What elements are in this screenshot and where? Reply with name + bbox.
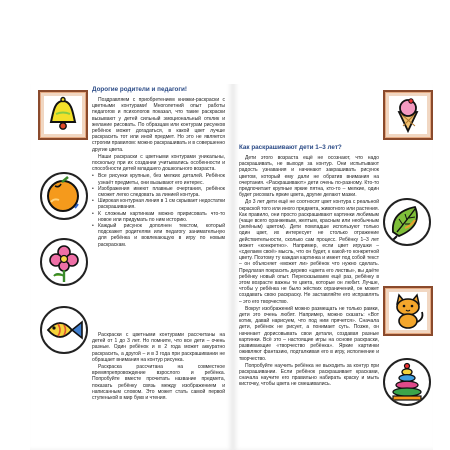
list-item: • К сложным картинкам можно пририсовать что-то новое или придумать по ним историю. (92, 211, 225, 223)
feature-list (92, 173, 225, 247)
leaf-image (385, 200, 429, 244)
left-page (30, 64, 234, 450)
kitten-picture-frame (383, 286, 433, 336)
paragraph: Поздравляем с приобретением книжки-раскраски с цветными контурами! Многолетний опыт работы педагогов и психологов показал, что такие раскраски вызывают у детей сильный эмоциональный отклик и желание рисовать. По образцам или контурам рисунков ребёнок может догадаться, в какой цвет лучше раскрасить тот или иной предмет. Но это не является строгим правилом: можно раскрашивать и в совершенно другие цвета. (92, 97, 225, 153)
ice-cream-picture-frame (383, 90, 433, 140)
right-text (239, 155, 379, 389)
right-page-title: Как раскрашивают дети 1–3 лет? (239, 144, 342, 151)
list-item: • Все рисунки крупные, без мелких деталей. Ребёнок узнаёт предметы, они вызывают его интерес. (92, 173, 225, 185)
paragraph: Раскраска рассчитана на совместное времяпрепровождение взрослого и ребёнка. Попробуйте вместе прочитать название предмета, показать ребёнку связь между изображением и написанным словом. Это может стать самой первой ступенькой в мир букв и чтения. (92, 364, 225, 402)
orange-image (42, 174, 86, 218)
page-top-band (30, 64, 233, 84)
paragraph: Раскраски с цветными контурами рассчитаны на детей от 1 до 3 лет. Но помните, что все дети – очень разные. Один ребёнок и в 2 года может аккуратно раскрасить, а другой – и в 3 года при раскрашивании не обращает внимания на контур рисунка. (92, 332, 225, 363)
bell-picture-frame (38, 90, 88, 140)
paragraph: Вокруг изображений можно размещать не только рамки, дети это очень любят. Например, можно сказать: «Вот котик, давай нарисуем, что под ним прячется». Сначала дети, ребёнок не рисует, а понимает суть. Позже, он начинает дорисовывать свои детали, создавая разные картинки. Всё это – настоящие игры на основе раскраски, развивающие «творчество ребёнка». Яркие картинки оживляют фантазию, подталкивая его в игру, исполнение и творчество. (239, 305, 379, 362)
right-page (233, 64, 433, 450)
paragraph: Дети этого возраста ещё не осознают, что надо раскрашивать, не выходя за контур. Они испытывают радость узнавания и начинают закрашивать рисунок цветом, который ему дали не обратив внимания на очертания. «Раскрашивают» дети очень по-разному. Кто-то предпочитает крупные яркие пятна, кто-то – мелкие, один будет рисовать яркие цвета, другие делают мазки. (239, 155, 379, 199)
list-item: • Каждый рисунок дополнен текстом, который подскажет родителям или педагогу занимательную для ребёнка и вовлекающую в игру по новым раскраскам. (92, 223, 225, 248)
ice-cream-image (389, 96, 427, 134)
flower-picture (40, 238, 88, 286)
pyramid-picture (383, 358, 431, 406)
pyramid-image (385, 360, 429, 404)
left-page-title: Дорогие родители и педагоги! (92, 86, 187, 93)
orange-picture (40, 172, 88, 220)
paragraph: До 3 лет дети ещё не соотносят цвет контура с реальной окраской того или иного предмета, животного или растения. Как правило, они просто раскрашивают картинки любимым (чаще всего оранжевым, желтым, красным или необычным (зелёным) цветом). Дети помладше используют только один цвет, их интересует не столько отражение действительности, сколько сам процесс. Ребёнку 1–3 лет может «конкретно». Например, если цвет игрушки – «сделаем своё» мысль, что он будет, к какой-то конкретной цвету. Поэтому ту каждая картинка и имеет под собой текст – он объясняет «может ли» ребёнок что нужно сделать. Предлагая покрасить дерево «цвета его листвы», вы даёте ребёнку новый опыт. Пересказываем ещё раз, ребёнку в этом возрасте важны те цвета, которые он любит. Лучше, чтобы у ребёнка не было жёстких ограничений, он может создавать свою раскраску. Не заставляйте его исправлять – это его творчество. (239, 199, 379, 305)
page-top-band (233, 64, 433, 84)
paragraph: Попробуйте научить ребёнка не выходить за контур при раскрашивании. Если ребёнок раскрашивает красками, сначала научите его правильно набирать краску и мыть кисточку, чтобы цвета не смешивались. (239, 362, 379, 388)
left-text-bottom (92, 332, 225, 402)
paragraph: Наши раскраски с цветными контурами уникальны, поскольку при их создании учитывались особенности и способности детей младшего дошкольного возраста. (92, 153, 225, 173)
leaf-picture (383, 198, 431, 246)
kitten-image (389, 292, 427, 330)
flower-image (42, 240, 86, 284)
left-text-top (92, 97, 225, 249)
list-item: • Широкая контурная линия в 1 см скрывает недостатки раскрашивания. (92, 198, 225, 210)
fish-picture (40, 306, 88, 354)
bell-image (44, 96, 82, 134)
fish-image (42, 308, 86, 352)
list-item: • Изображения имеют плавные очертания, ребёнок сможет легко следовать за линией контура. (92, 186, 225, 198)
